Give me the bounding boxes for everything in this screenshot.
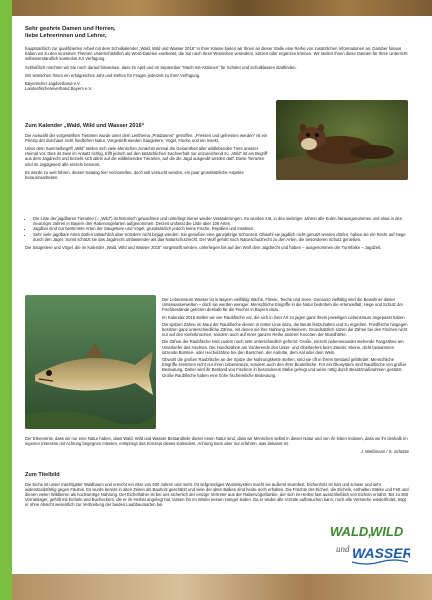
intro (25, 46, 409, 91)
logo-word-und: und (336, 544, 350, 554)
section-title-cover: Zum Titelbild (25, 472, 60, 478)
fish-paragraph-2: Im Kalender 2016 stellen wir vier Raubfische vor, die sich in ihrer Art zu jagen ganz ihrem jeweiligen Lebensraum angepasst haben. (162, 314, 406, 320)
fish-paragraph-5: Obwohl die großen Raubfische an der Spitze der Nahrungskette stehen, sind sie oft in ihrem Bestand gefährdet. Menschliche Eingriffe zerstören nicht nur ihren Lebensraum, sondern auch den ihrer Beutefische. Für ein Ökosystem sind Raubfische von großer Bedeutung. Daher wird ihr Bestand von Fischern in besonderem Maße gehegt und wenn nötig durch Besatzmaßnahmen gestützt. Große Raubfische haben eine hohe fischereiliche Bedeutung. (162, 357, 407, 378)
bottom-wood-border (12, 574, 432, 600)
fish-photo (25, 295, 156, 429)
bullet-item: • Sehr viele jagdbare Arten dürfen tatsächlich aber trotzdem nicht bejagt werden. Sie genießen eine ganzjährige Schonzeit. Obwohl sie jagdlich nicht genutzt werden dürfen, haben sie ein Recht auf Hege durch den Jäger. Somit schützt sie das Jagdrecht umfassender als das Naturschutzrecht. Der Wolf gehört nach Naturschutzrecht zu den Arten, die besonderen Schutz genießen. (33, 232, 409, 242)
greeting-line-2: liebe Lehrerinnen und Lehrer, (25, 32, 107, 39)
left-decoration-strip (0, 0, 12, 600)
section-cover (25, 472, 409, 508)
section-title-calendar: Zum Kalender „Wald, Wild und Wasser 2016“ (25, 123, 145, 129)
fish-paragraph-4: Die Zähne der Raubfische sind zudem noch sehr unterschiedlich geformt: Große, einzeln nebeneinander stehende Fangzähne am Unterkiefer des Hechtes. Die Hundszähne am Vorderende des Unter- und Oberkiefers beim Zander. Kleine, dicht beisammen sitzende Bürsten- oder Hechelzähne bei den Barschen, der Aalrutte, dem Aal oder dem Wels. (162, 339, 404, 355)
fish-paragraph-1: Der Lebensraum Wasser ist in Bayern vielfältig: Bäche, Flüsse, Teiche und Seen. Genauso vielfältig sind die Bewohner dieser Unterwasserwelten – doch sie werden weniger. Menschliche Eingriffe in die Natur bedrohen die Artenvielfalt, Hege und Schutz der Fischbestände gehören deshalb für die Fischer in Bayern dazu. (162, 297, 404, 313)
greeting (25, 26, 325, 39)
marten-illustration (276, 100, 408, 180)
logo-word-wild: WILD (370, 524, 404, 539)
marten-photo (276, 100, 408, 180)
logo-graphic (326, 520, 410, 568)
intro-paragraph-3: Wir wünschen Ihnen ein erfolgreiches Jahr und stehen für Fragen jederzeit zu Ihrer Verfügung. (25, 72, 201, 78)
fish-illustration (25, 295, 156, 429)
bullet-item: • Die Liste der jagdbaren Tierarten (= „Wild“) ist historisch gewachsen und unterliegt immer wieder Veränderungen. So wurden z.B. in den siebziger Jahren alle Eulen herausgenommen und etwa in den neunziger Jahren in Bayern drei Rabenvogelarten aufgenommen. Derzeit umfasst die Liste über 100 Arten. (33, 216, 409, 226)
bullet-list-wrapper (25, 216, 409, 250)
section1-paragraph-3: Es würde zu weit führen, diesen Katalog hier vorzustellen, doch soll versucht werden, ein paar grundsätzliche Aspekte herauszuarbeiten. (25, 169, 244, 180)
intro-paragraph-1: hauptsächlich zur qualifizierten Arbeit mit dem Schulkalender „Wald, Wild und Wasser 2016“ in Ihrer Klasse bieten wir Ihnen an dieser Stelle eine Reihe von zusätzlichen Informationen an. Darüber hinaus haben wir zu den einzelnen Themen Unterrichtshilfen als Word-Dateien erarbeitet, die Sie nach Ihren Wünschen verändern, kürzen oder ergänzen können. Wir stellen Ihnen diese Dateien für Ihren Unterricht selbstverständlich kostenlos zur Verfügung. (25, 46, 408, 62)
top-wood-border (12, 0, 432, 16)
closing-paragraph: Der Erkenntnis, dass wir nur eine Natur haben, dass Wald, Wild und Wasser Bestandteile dieser einen Natur sind, dass wir Menschen selbst in dieser Natur und von ihr leben müssen, dass wir ihr deshalb im eigenen Interesse mit Achtung begegnen müssen, entspringt das Konzept dieses Kalenders. Achtung kann aber nur erfahren, was bekannt ist. (25, 436, 408, 447)
intro-paragraph-2: Schließlich möchten wir Sie noch darauf hinweisen, dass im April und im September “Mach-mit-Aktionen” für Schüler und Schulklassen stattfinden. (25, 64, 297, 70)
wald-wild-wasser-logo (326, 520, 410, 568)
section1-paragraph-4: Die Säugetiere und Vögel, die im Kalender „Wald, Wild und Wasser 2016“ vorgestellt werden, unterliegen bis auf den Wolf dem Jagdrecht und haben – ausgenommen der Turmfalke – Jagdzeit. (25, 245, 382, 251)
bullet-item: • Jagdbar sind nur bestimmte Arten der Säugetiere und Vögel, grundsätzlich jedoch keine Fische, Reptilien und Insekten. (33, 226, 409, 231)
section1-paragraph-2: Unter dem Sammelbegriff „Wild“ stellen sich viele Menschen zunächst einmal die Gesamtheit aller wildlebenden Tiere unserer Heimat vor. Dies ist zwar im Ansatz richtig, trifft jedoch auf den tatsächlichen Sachverhalt nur unzureichend zu. „Wild“ ist ein Begriff aus dem Jagdrecht und bezieht sich allein auf die wildlebenden Tierarten, auf die die Jagd ausgeübt werden darf. Diese Tierarten sind im Jagdgesetz alle einzeln benannt. (25, 145, 268, 167)
bullet-list (25, 216, 409, 242)
org-2: Landesfischereiverband Bayern e.V. (25, 86, 93, 92)
closing (25, 436, 409, 455)
signature: J. Weißmann / S. Schütze (360, 449, 409, 455)
logo-word-wasser: WASSER (352, 545, 410, 561)
section-calendar (25, 123, 271, 180)
section1-paragraph-1: Die Auswahl der vorgestellten Tierarten wurde unter dem Leitthema „Prädatoren“ getroffen. „Fressen und gefressen werden“ ist ein Prinzip der durchaus nicht friedlichen Natur. Vorgestellt werden Säugetiere, Vögel, Fische und ein Insekt. (25, 132, 268, 143)
greeting-line-1: Sehr geehrte Damen und Herren, (25, 26, 116, 32)
section2-paragraph-1: Die Eiche ist unser mächtigster Waldbaum und erreicht ein Alter von 500 Jahren und mehr. Ihr tiefgründiges Wurzelsystem macht sie äußerst sturmfest. Eichenholz ist hart und schwer und sehr widerstandsfähig gegen Fäulnis. Es wurde bereits in alten Zeiten als Bauholz geschätzt und viele der alten Balken sind heute noch erhalten. Die Früchte der Eichen, die Eicheln, enthalten Stärke und Fett und dienen vielen Wildtieren als hochwertige Nahrung. Der Eichelhäher ist bei uns sicherlich der einzige Vertreter aus der Rabenvogelfamilie, der sich im Herbst fast ausschließlich von Eicheln ernährt. Bis zu 300 Vorratslager, gefüllt mit Eicheln und Bucheckern, die er im Herbst angelegt hat, lassen ihn im Winter keinen Hunger leiden. Da er weder alle Vorräte aufbrauchen kann, noch alle Verstecke wiederfindet, trägt er ohne Absicht wesentlich zur Verbreitung der beiden Laubbaumarten bei. (25, 481, 409, 508)
logo-word-wald: WALD, (330, 524, 372, 539)
fish-text (162, 297, 409, 378)
fish-paragraph-3: Die spitzen Zähne im Maul der Raubfische dienen in erster Linie dazu, die Beute festzuhalten und zu ergreifen. Friedfische hingegen besitzen ganz unterschiedliche Zähne, mit denen sie ihre Nahrung zerkleinern. Grundsätzlich sitzen die Zähne bei den Fischen nicht nur auf den Kieferknochen, sondern auch auf einer ganzen Reihe anderer Knochen der Mundhöhle. (162, 321, 408, 338)
org-1: Bayerischer Jagdverband e.V. (25, 81, 81, 87)
